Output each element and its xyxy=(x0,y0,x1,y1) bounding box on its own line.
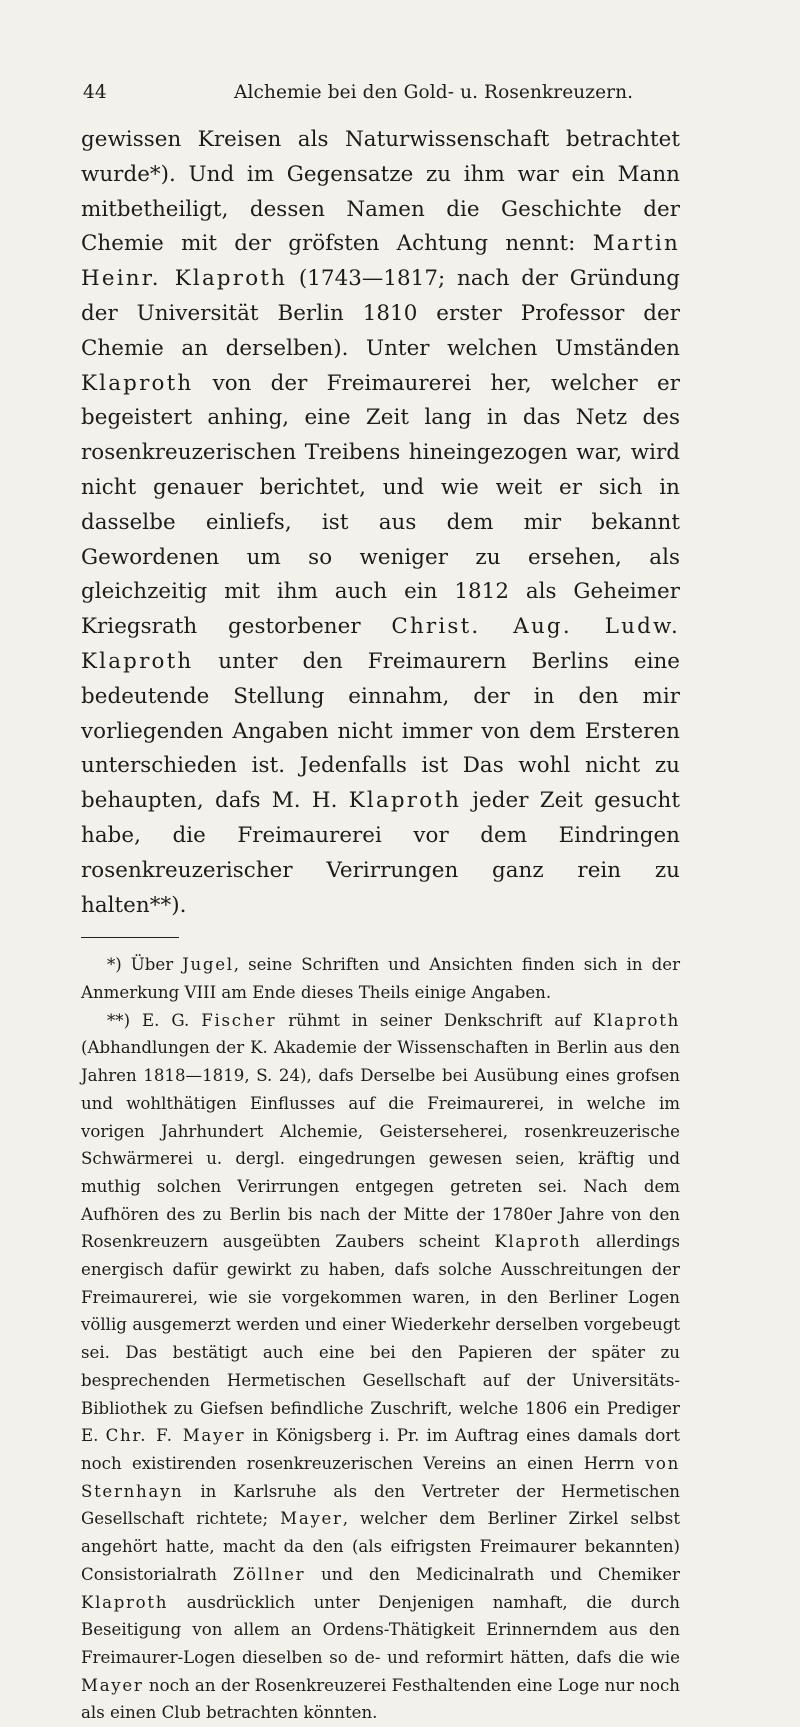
footnote-person-name: Jugel xyxy=(182,955,234,975)
footnote-text-segment: rühmt in seiner Denkschrift auf xyxy=(276,1010,593,1030)
footnote-person-name: Mayer xyxy=(81,1675,144,1695)
person-name: Klaproth xyxy=(81,370,194,396)
body-text-segment: jeder Zeit gesucht habe, die Freimaurerei vor dem Eindringen rosenkreuzerischer Verirrungen ganz rein zu halten**). xyxy=(81,788,680,918)
footnote-divider xyxy=(81,937,179,938)
footnote-person-name: Klaproth xyxy=(592,1010,681,1030)
footnotes xyxy=(81,951,680,1727)
person-name: Christ. Aug. Ludw. Klaproth xyxy=(81,614,680,674)
running-title: Alchemie bei den Gold- u. Rosenkreuzern. xyxy=(234,82,634,103)
footnote-text-segment: und den Medicinalrath und Chemiker xyxy=(305,1564,680,1584)
footnote-text-segment: , seine Schriften und Ansichten finden sich in der Anmerkung VIII am Ende dieses Theils einige Angaben. xyxy=(81,955,680,1003)
person-name: Martin Heinr. Klaproth xyxy=(81,231,680,292)
footnote-person-name: Chr. F. Mayer xyxy=(105,1426,246,1446)
page-header xyxy=(81,78,680,108)
footnote-person-name: Mayer xyxy=(280,1509,343,1529)
footnote-text-segment: in Königsberg i. Pr. im Auftrag eines damals dort noch existirenden rosenkreuzerischen Vereins an einen Herrn xyxy=(81,1426,680,1473)
footnote-person-name: Zöllner xyxy=(232,1564,306,1584)
person-name: Klaproth xyxy=(348,788,462,814)
body-text-segment: von der Freimaurerei her, welcher er begeistert anhing, eine Zeit lang in das Netz des rosenkreuzerischen Treibens hineingezogen war, wird nicht genauer berichtet, und wie weit er sich in dasselbe einliefs, ist aus dem mir bekannt Gewordenen um so weniger zu ersehen, als gleichzeitig mit ihm auch ein 1812 als Geheimer Kriegsrath gestorbener xyxy=(81,370,680,640)
footnote-text-segment: , welcher dem Berliner Zirkel selbst angehört hatte, macht da den (als eifrigsten Freimaurer bekannten) Consistorialrath xyxy=(81,1509,680,1584)
footnote-text-segment: (Abhandlungen der K. Akademie der Wissenschaften in Berlin aus den Jahren 1818—1819, S. 24), dafs Derselbe bei Ausübung eines grofsen und wohlthätigen Einflusses auf die Freimaurerei, in welche im vorigen Jahrhundert Alchemie, Geisterseherei, rosenkreuzerische Schwärmerei u. dergl. eingedrungen gewesen seien, kräftig und muthig solchen Verirrungen entgegen getreten sei. Nach dem Aufhören des zu Berlin bis nach der Mitte der 1780er Jahre von den Rosenkreuzern ausgeübten Zaubers scheint xyxy=(81,1038,680,1252)
footnote-1 xyxy=(81,951,680,1006)
body-text-segment: gewissen Kreisen als Naturwissenschaft betrachtet wurde*). Und im Gegensatze zu ihm war ein Mann mitbetheiligt, dessen Namen die Geschichte der Chemie mit der gröfsten Achtung nennt: xyxy=(81,127,680,257)
footnote-text-segment: noch an der Rosenkreuzerei Festhaltenden eine Loge nur noch als einen Club betrachten könnten. xyxy=(81,1675,680,1723)
footnote-person-name: von Sternhayn xyxy=(81,1453,680,1501)
page-number: 44 xyxy=(83,82,107,103)
body-text-segment: unter den Freimaurern Berlins eine bedeutende Stellung einnahm, der in den mir vorliegenden Angaben nicht immer von dem Ersteren unterschieden ist. Jedenfalls ist Das wohl nicht zu behaupten, dafs M. H. xyxy=(81,648,680,814)
footnote-text-segment: *) Über xyxy=(107,955,183,975)
main-text xyxy=(81,123,680,923)
footnote-person-name: Klaproth xyxy=(494,1232,582,1252)
body-text-segment: (1743—1817; nach der Gründung der Universität Berlin 1810 erster Professor der Chemie an derselben). Unter welchen Umständen xyxy=(81,266,681,361)
footnote-2 xyxy=(81,1007,680,1727)
main-paragraph xyxy=(81,123,680,923)
footnote-text-segment: ausdrücklich unter Denjenigen namhaft, die durch Beseitigung von allem an Ordens-Thätigkeit Erinnerndem aus den Freimaurer-Logen dieselben so de- und reformirt hätten, dafs die wie xyxy=(81,1592,680,1667)
footnote-text-segment: **) E. G. xyxy=(107,1010,202,1030)
footnote-text-segment: allerdings energisch dafür gewirkt zu haben, dafs solche Ausschreitungen der Freimaurerei, wie sie vorgekommen waren, in den Berliner Logen völlig ausgemerzt werden und einer Wiederkehr derselben vorgebeugt sei. Das bestätigt auch eine bei den Papieren der später zu besprechenden Hermetischen Gesellschaft auf der Universitäts-Bibliothek zu Giefsen befindliche Zuschrift, welche 1806 ein Prediger E. xyxy=(81,1232,680,1446)
footnote-person-name: Fischer xyxy=(201,1010,277,1030)
footnote-person-name: Klaproth xyxy=(81,1592,169,1612)
footnote-text-segment: in Karlsruhe als den Vertreter der Hermetischen Gesellschaft richtete; xyxy=(81,1481,680,1529)
